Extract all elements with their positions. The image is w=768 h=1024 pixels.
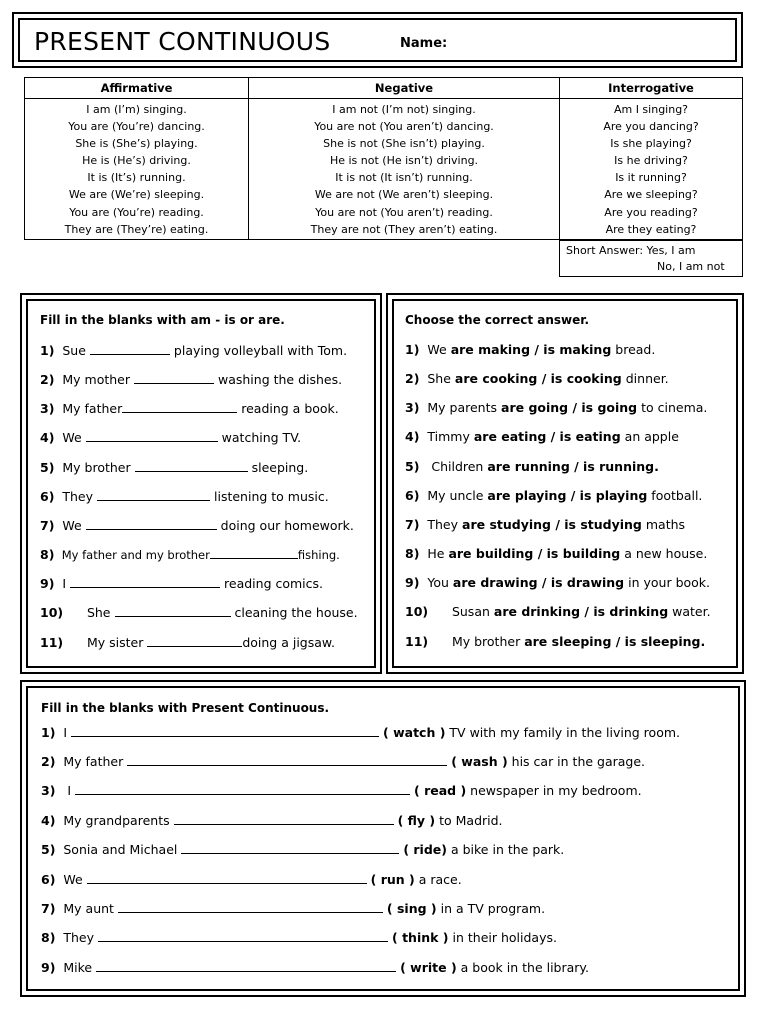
conjugation-table — [24, 77, 743, 240]
answer-blank[interactable] — [98, 929, 388, 942]
exercise1-inner-frame — [26, 299, 376, 668]
header-frame — [12, 12, 743, 68]
answer-blank[interactable] — [181, 841, 399, 854]
list-item: 9) I reading comics. — [40, 576, 324, 591]
list-item: Are you reading? — [604, 205, 698, 219]
header-inner-frame — [18, 18, 737, 62]
interrogative-column — [560, 99, 743, 240]
list-item: Am I singing? — [613, 103, 689, 116]
list-item: I am (I’m) singing. — [86, 103, 187, 116]
answer-blank[interactable] — [122, 400, 237, 413]
list-item: 8) My father and my brother fishing. — [40, 547, 340, 562]
table-body-row — [25, 99, 743, 240]
list-item: 10) She cleaning the house. — [40, 605, 358, 620]
header-negative: Negative — [249, 78, 560, 99]
list-item: 3) I ( read ) newspaper in my bedroom. — [41, 783, 642, 798]
exercise1-panel — [20, 293, 382, 674]
list-item: 6) We ( run ) a race. — [41, 872, 462, 887]
list-item: Is she playing? — [610, 137, 692, 151]
list-item: 5) My brother sleeping. — [40, 460, 309, 475]
answer-choice[interactable]: are cooking / is cooking — [454, 371, 622, 386]
list-item: 11) My brother are sleeping / is sleeping. — [405, 634, 706, 649]
list-item: 1) Sue playing volleyball with Tom. — [40, 343, 348, 358]
exercise1-title: Fill in the blanks with am - is or are. — [40, 313, 285, 327]
exercise2-panel — [386, 293, 744, 674]
list-item: We are not (We aren’t) sleeping. — [314, 188, 494, 202]
list-item: 7) My aunt ( sing ) in a TV program. — [41, 901, 546, 916]
answer-choice[interactable]: are sleeping / is sleeping. — [524, 634, 706, 649]
list-item: 8) They ( think ) in their holidays. — [41, 930, 557, 945]
list-item: 9) Mike ( write ) a book in the library. — [41, 960, 590, 975]
name-label: Name: — [400, 36, 448, 51]
exercise2-title: Choose the correct answer. — [405, 313, 590, 327]
answer-blank[interactable] — [90, 342, 170, 355]
table-header-row — [25, 78, 743, 99]
list-item: 3) My parents are going / is going to cinema. — [405, 400, 708, 415]
answer-choice[interactable]: are playing / is playing — [487, 488, 648, 503]
list-item: Are we sleeping? — [604, 188, 698, 202]
list-item: 11) My sister doing a jigsaw. — [40, 635, 335, 650]
exercise3-title: Fill in the blanks with Present Continuous. — [41, 701, 330, 715]
answer-blank[interactable] — [86, 429, 218, 442]
list-item: Is he driving? — [614, 154, 688, 168]
answer-blank[interactable] — [118, 900, 383, 913]
answer-blank[interactable] — [127, 753, 447, 766]
answer-blank[interactable] — [115, 604, 231, 617]
answer-choice[interactable]: are running / is running. — [487, 459, 659, 474]
answer-choice[interactable]: are drawing / is drawing — [452, 575, 625, 590]
list-item: You are not (You aren’t) reading. — [315, 205, 493, 219]
page-title: PRESENT CONTINUOUS — [34, 27, 331, 56]
list-item: 9) You are drawing / is drawing in your book. — [405, 575, 711, 590]
list-item: She is (She’s) playing. — [75, 137, 198, 151]
list-item: 1) I ( watch ) TV with my family in the living room. — [41, 725, 680, 740]
short-answer-box — [559, 240, 743, 277]
list-item: 2) My father ( wash ) his car in the garage. — [41, 754, 646, 769]
list-item: 5) Sonia and Michael ( ride) a bike in the park. — [41, 842, 565, 857]
list-item: It is not (It isn’t) running. — [335, 171, 473, 185]
answer-blank[interactable] — [96, 959, 396, 972]
list-item: 5) Children are running / is running. — [405, 459, 659, 474]
list-item: It is (It’s) running. — [87, 171, 186, 185]
list-item: 1) We are making / is making bread. — [405, 342, 656, 357]
negative-column — [249, 99, 560, 240]
answer-choice[interactable]: are building / is building — [448, 546, 621, 561]
list-item: I am not (I’m not) singing. — [332, 103, 476, 116]
exercise3-panel — [20, 680, 746, 997]
short-answer-yes: Short Answer: Yes, I am — [566, 244, 696, 257]
exercise2-inner-frame — [392, 299, 738, 668]
answer-choice[interactable]: are eating / is eating — [473, 429, 621, 444]
list-item: 4) We watching TV. — [40, 430, 302, 445]
list-item: They are not (They aren’t) eating. — [310, 222, 498, 236]
list-item: Is it running? — [615, 171, 687, 185]
answer-blank[interactable] — [147, 634, 242, 647]
answer-choice[interactable]: are making / is making — [450, 342, 612, 357]
list-item: Are they eating? — [605, 222, 697, 236]
list-item: 6) They listening to music. — [40, 489, 329, 504]
list-item: 4) My grandparents ( fly ) to Madrid. — [41, 813, 503, 828]
list-item: 10) Susan are drinking / is drinking water. — [405, 604, 711, 619]
answer-blank[interactable] — [87, 871, 367, 884]
short-answer-no: No, I am not — [657, 260, 725, 273]
list-item: 3) My father reading a book. — [40, 401, 339, 416]
answer-blank[interactable] — [135, 459, 248, 472]
list-item: 2) She are cooking / is cooking dinner. — [405, 371, 669, 386]
list-item: He is (He’s) driving. — [82, 154, 191, 168]
answer-blank[interactable] — [75, 782, 410, 795]
answer-blank[interactable] — [70, 575, 220, 588]
list-item: They are (They’re) eating. — [64, 222, 209, 236]
answer-blank[interactable] — [210, 546, 298, 559]
list-item: 4) Timmy are eating / is eating an apple — [405, 429, 679, 444]
list-item: 6) My uncle are playing / is playing football. — [405, 488, 703, 503]
answer-choice[interactable]: are going / is going — [501, 400, 638, 415]
header-interrogative: Interrogative — [560, 78, 743, 99]
list-item: 2) My mother washing the dishes. — [40, 372, 343, 387]
answer-blank[interactable] — [71, 724, 379, 737]
answer-blank[interactable] — [86, 517, 217, 530]
exercise3-inner-frame — [26, 686, 740, 991]
list-item: You are (You’re) reading. — [69, 205, 204, 219]
answer-choice[interactable]: are studying / is studying — [462, 517, 642, 532]
list-item: She is not (She isn’t) playing. — [323, 137, 485, 151]
list-item: 8) He are building / is building a new house. — [405, 546, 708, 561]
list-item: Are you dancing? — [603, 120, 699, 134]
list-item: 7) They are studying / is studying maths — [405, 517, 686, 532]
affirmative-column — [25, 99, 249, 240]
header-affirmative: Affirmative — [25, 78, 249, 99]
answer-blank[interactable] — [134, 371, 214, 384]
answer-blank[interactable] — [174, 812, 394, 825]
list-item: 7) We doing our homework. — [40, 518, 354, 533]
answer-choice[interactable]: are drinking / is drinking — [493, 604, 669, 619]
list-item: You are not (You aren’t) dancing. — [314, 120, 494, 134]
list-item: He is not (He isn’t) driving. — [329, 154, 479, 168]
list-item: We are (We’re) sleeping. — [68, 188, 205, 202]
answer-blank[interactable] — [97, 488, 210, 501]
list-item: You are (You’re) dancing. — [68, 120, 205, 134]
